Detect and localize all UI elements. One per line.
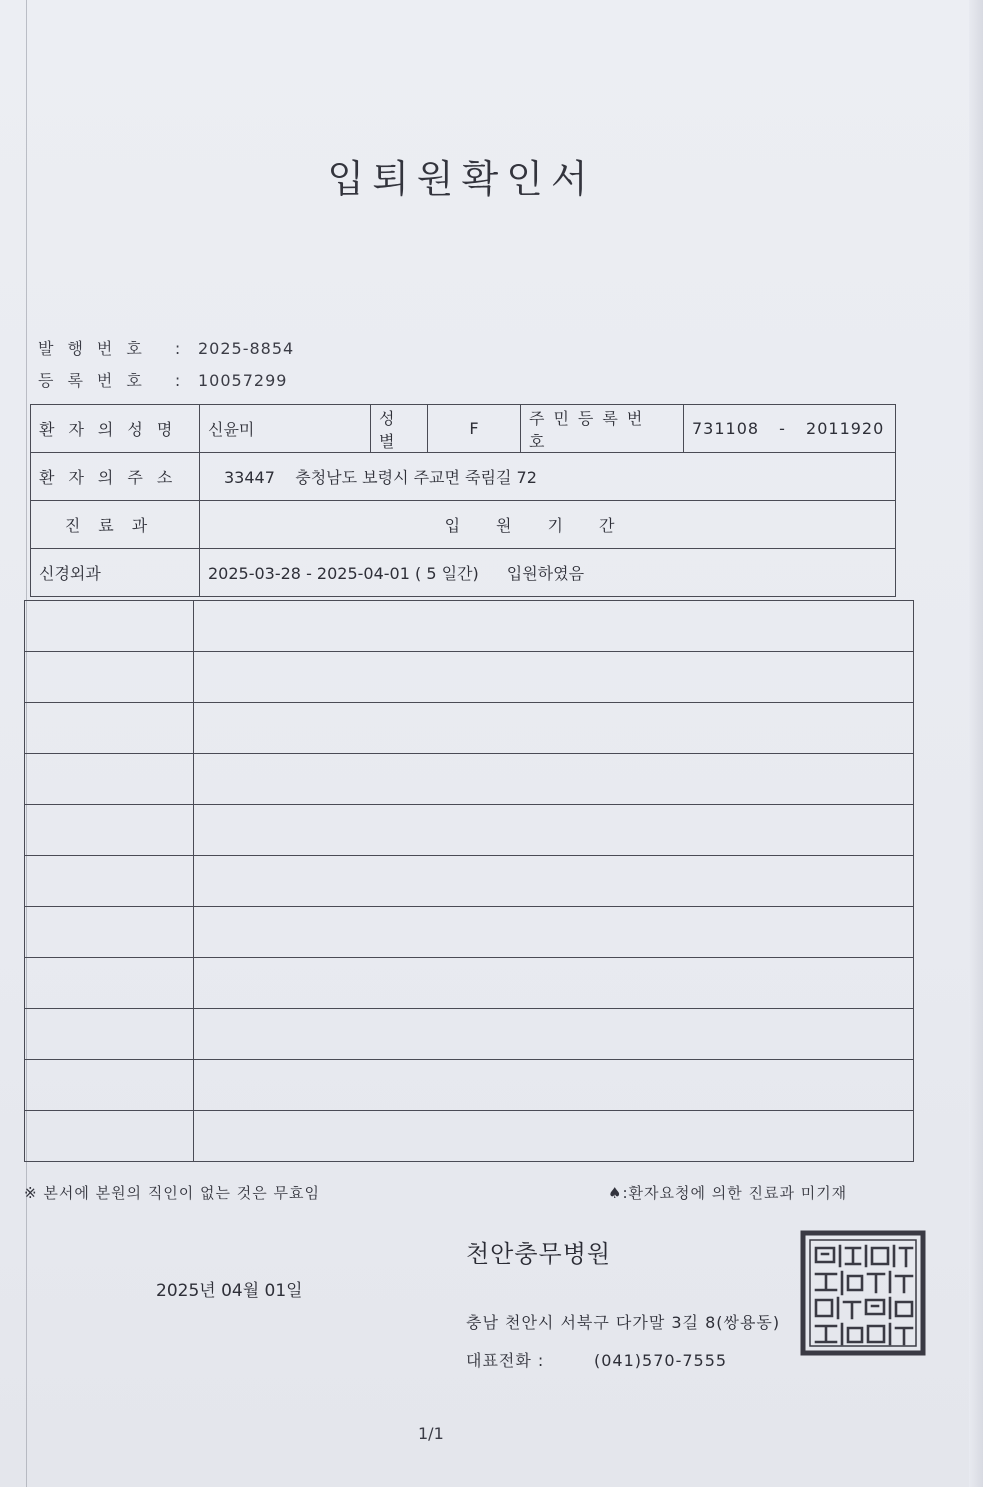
patient-name-label: 환자의성명 [31, 405, 200, 453]
issue-number-row [38, 336, 294, 359]
issue-number: 2025-8854 [198, 339, 295, 358]
empty-row [25, 703, 914, 754]
registration-number-label: 등록번호 : [38, 371, 195, 390]
empty-row [25, 601, 914, 652]
patient-address: 33447 충청남도 보령시 주교면 죽림길 72 [200, 453, 896, 501]
rrn-label: 주민등록번호 [521, 405, 684, 453]
hospital-seal [800, 1230, 926, 1356]
validity-note: ※ 본서에 본원의 직인이 없는 것은 무효임 [24, 1184, 321, 1202]
empty-row [25, 1111, 914, 1162]
empty-row [25, 805, 914, 856]
hospital-phone-row [466, 1348, 727, 1371]
patient-info-table [30, 404, 896, 597]
hospital-address: 충남 천안시 서북구 다가말 3길 8(쌍용동) [466, 1313, 781, 1332]
admission-period-cell [200, 549, 896, 597]
patient-name: 신윤미 [200, 405, 371, 453]
admission-period: 2025-03-28 - 2025-04-01 ( 5 일간) [208, 564, 479, 583]
page-edge [969, 0, 983, 1487]
empty-row [25, 652, 914, 703]
empty-row [25, 856, 914, 907]
admission-header-row [31, 501, 896, 549]
registration-number-row [38, 368, 287, 391]
page-number: 1/1 [418, 1424, 444, 1443]
issue-number-label: 발행번호 : [38, 339, 195, 358]
patient-address-row [31, 453, 896, 501]
issue-date: 2025년 04월 01일 [156, 1281, 303, 1301]
empty-rows-table [24, 600, 914, 1162]
admission-status: 입원하였음 [506, 564, 585, 583]
dept-omission-note: ♠:환자요청에 의한 진료과 미기재 [608, 1184, 848, 1202]
registration-number: 10057299 [198, 371, 288, 390]
document-title: 입퇴원확인서 [327, 157, 596, 201]
patient-address-label: 환자의주소 [31, 453, 200, 501]
dept-header: 진료과 [31, 501, 200, 549]
empty-row [25, 958, 914, 1009]
admission-row [31, 549, 896, 597]
phone-label: 대표전화 : [466, 1351, 545, 1370]
empty-row [25, 907, 914, 958]
sex-label: 성별 [371, 405, 428, 453]
sex-value: F [428, 405, 521, 453]
period-header: 입원기간 [200, 501, 896, 549]
admission-dept: 신경외과 [31, 549, 200, 597]
empty-row [25, 1060, 914, 1111]
phone-number: (041)570-7555 [594, 1351, 728, 1370]
hospital-name: 천안충무병원 [466, 1240, 612, 1268]
rrn-value: 731108 - 2011920 [684, 405, 896, 453]
patient-name-row [31, 405, 896, 453]
empty-row [25, 1009, 914, 1060]
empty-row [25, 754, 914, 805]
